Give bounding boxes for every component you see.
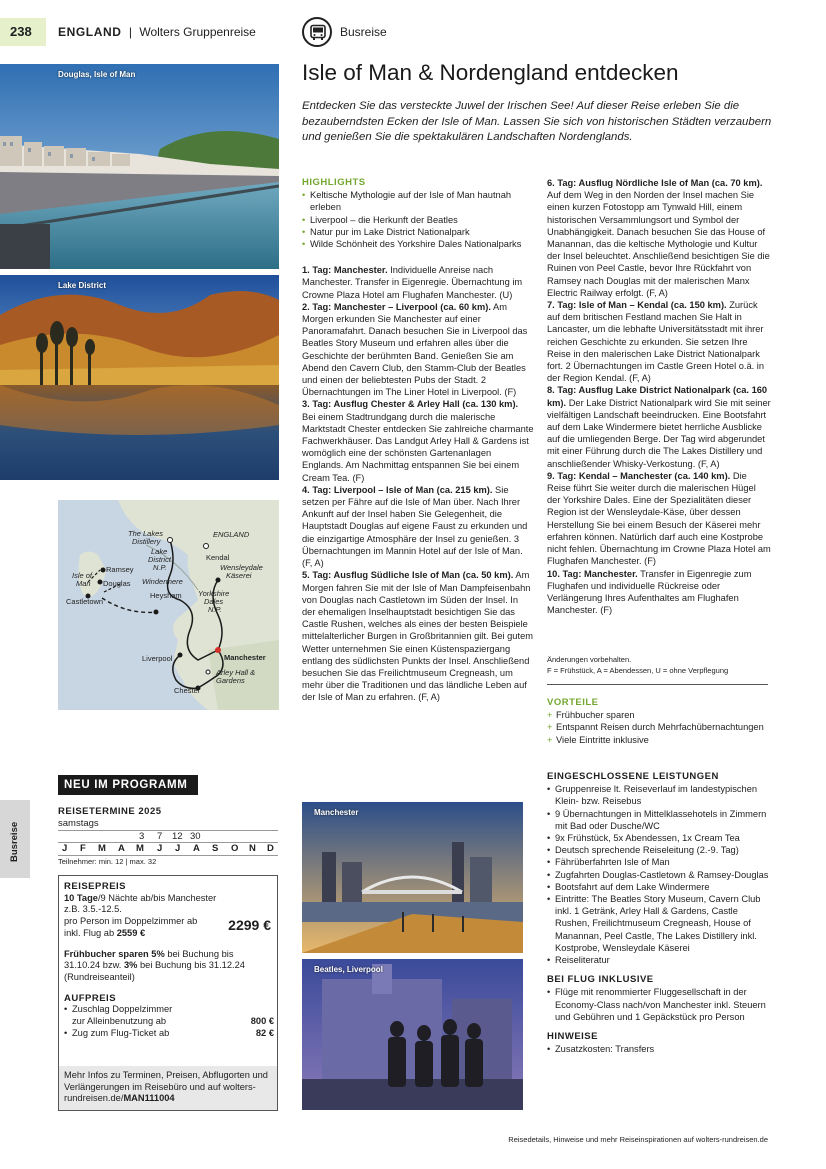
- photo-lake-district: [0, 275, 279, 480]
- svg-text:Manchester: Manchester: [224, 653, 266, 662]
- date-value: 30: [190, 831, 201, 842]
- day-2: 2. Tag: Manchester – Liverpool (ca. 60 km). Am Morgen erkunden Sie Manchester auf einer Panoramafahrt. Danach besuchen Sie in Liverpool das Beatles Story Museum und erfahren alles über die Geschichte der berühmten Band. Genießen Sie am Abend den Cavern Club, den Stamm-Club der Beatles und einen der beliebtesten Pubs der Stadt. 2 Übernachtungen im The Liner Hotel in Liverpool. (F): [302, 301, 528, 398]
- leistung-item: • 9 Übernachtungen in Mittelklassehotels in Zimmern mit Bad oder Dusche/WC: [547, 808, 771, 832]
- date-value: 7: [157, 831, 163, 842]
- route-map: [58, 500, 279, 710]
- highlight-item: • Natur pur im Lake District Nationalpark: [302, 226, 534, 238]
- vorteile-list: [547, 709, 771, 746]
- column-middle: [302, 177, 534, 704]
- calendar-rule-mid: [58, 842, 278, 843]
- svg-text:Heysham: Heysham: [150, 591, 182, 600]
- leistungen-list: [547, 783, 771, 966]
- leistungen-heading: EINGESCHLOSSENE LEISTUNGEN: [547, 771, 719, 782]
- side-tab-busreise: [0, 800, 30, 878]
- side-tab-label: Busreise: [9, 821, 20, 862]
- month-label: S: [212, 843, 219, 854]
- photo-label-lake-district: Lake District: [58, 281, 107, 290]
- svg-text:Chester: Chester: [174, 686, 201, 695]
- calendar-rule-bottom: [58, 855, 278, 856]
- day-3: 3. Tag: Ausflug Chester & Arley Hall (ca. 130 km). Bei einem Stadtrundgang durch die malerische Marktstadt Chester entdecken Sie zahlreiche charmante Fachwerkhäuser. Das Landgut Arley Hall & Gardens ist womöglich eine der schönsten Gartenanlagen Englands. Am Nachmittag entspannen Sie bei einem Cream Tea. (F): [302, 399, 534, 483]
- new-badge: NEU IM PROGRAMM: [58, 775, 198, 795]
- surcharge-row: • Zug zum Flug-Ticket ab 82 €: [64, 1027, 274, 1038]
- hinweise-heading: HINWEISE: [547, 1031, 598, 1043]
- month-label: F: [80, 843, 86, 854]
- participants: Teilnehmer: min. 12 | max. 32: [58, 857, 157, 866]
- highlights-list: [302, 189, 534, 250]
- svg-text:Distillery: Distillery: [132, 537, 161, 546]
- price-box: [58, 875, 278, 1111]
- hinweise-list: [547, 1043, 771, 1055]
- svg-text:Yorkshire: Yorkshire: [198, 589, 230, 598]
- price-heading: REISEPREIS: [64, 881, 127, 892]
- vorteile-section: [547, 697, 771, 746]
- highlights-heading: HIGHLIGHTS: [302, 177, 366, 188]
- surcharge-row: • Zuschlag Doppelzimmer zur Alleinbenutzung ab 800 €: [64, 1004, 274, 1027]
- leistung-item: • Eintritte: The Beatles Story Museum, Cavern Club inkl. 1 Getränk, Arley Hall & Gardens, Castle Rushen, Freilichtmuseum Cregneash, House of Manannan, Peel Castle, The Lakes Distillery inkl. Kostprobe, Wensleydale Käserei: [547, 893, 771, 954]
- price-per-person: pro Person im Doppelzimmer ab: [64, 916, 198, 927]
- early-bird-note: (Rundreiseanteil): [64, 971, 135, 982]
- page-header: [58, 25, 256, 39]
- svg-text:Castletown: Castletown: [66, 597, 104, 606]
- photo-label-manchester: Manchester: [314, 808, 359, 817]
- bus-icon: [302, 17, 332, 47]
- photo-douglas: [0, 64, 279, 269]
- month-label: M: [98, 843, 106, 854]
- header-series: Wolters Gruppenreise: [139, 25, 256, 39]
- day-6: 6. Tag: Ausflug Nördliche Isle of Man (ca. 70 km). Auf dem Weg in den Norden der Insel machen Sie einen kurzen Fotostopp am Tynwald Hill, einem historischen Versammlungsort und Symbol der Unabhängigkeit. Danach besuchen Sie das House of Manannan, das die keltische Mythologie und Kultur der Insel beleuchtet. Anschließend besichtigen Sie die Ruinen von Peel Castle, bevor Ihre Rückfahrt von Ramsey nach Douglas mit der malerischen Manx Electric Railway erfolgt. (F, A): [547, 178, 770, 298]
- notes: [547, 654, 771, 676]
- highlight-item: • Wilde Schönheit des Yorkshire Dales Nationalparks: [302, 238, 534, 250]
- svg-text:Arley Hall &: Arley Hall &: [216, 668, 256, 677]
- header-separator: |: [128, 25, 133, 39]
- termine-sub: samstags: [58, 818, 99, 829]
- photo-manchester: [302, 802, 523, 953]
- day-8: 8. Tag: Ausflug Lake District Nationalpark (ca. 160 km). Der Lake District Nationalpark wird Sie mit seiner vielfältigen Landschaft beeindrucken. Eine Bootsfahrt auf dem Lake Windermere bietet herrliche Ausblicke auf die umliegenden Berge. Der Tag wird abgerundet mit einer Führung durch die The Lakes Distillery und anschließender Whisky-Verkostung. (F, A): [547, 385, 771, 469]
- leistung-item: • Reiseliteratur: [547, 954, 771, 966]
- surcharge-heading: AUFPREIS: [64, 992, 117, 1004]
- day-1: 1. Tag: Manchester. Individuelle Anreise nach Manchester. Transfer in Eigenregie. Übernachtung im Crowne Plaza Hotel am Flughafen Manchester. (U): [302, 265, 523, 300]
- day-7: 7. Tag: Isle of Man – Kendal (ca. 150 km). Zurück auf dem britischen Festland machen Sie Halt in Lancaster, um die lebhafte Universitätsstadt mit ihrer reichen Geschichte zu erkunden. Sie setzen Ihre Reise in den malerischen Lake District Nationalpark fort. 2 Übernachtungen im Castle Green Hotel o.ä. in der Region Kendal. (F, A): [547, 300, 765, 384]
- month-label: J: [62, 843, 68, 854]
- column-right: [547, 177, 771, 616]
- more-info-text: Mehr Infos zu Terminen, Preisen, Abflugorten und Verlängerungen im Reisebüro und auf wolters-rundreisen.de/: [64, 1070, 268, 1104]
- divider: [547, 684, 768, 685]
- photo-label-douglas: Douglas, Isle of Man: [58, 70, 136, 79]
- svg-text:Dales: Dales: [204, 597, 224, 606]
- month-label: O: [231, 843, 239, 854]
- svg-text:Käserei: Käserei: [226, 571, 252, 580]
- early-bird-2: 31.10.24 bzw. 3% bei Buchung bis 31.12.24: [64, 960, 245, 971]
- svg-text:Douglas: Douglas: [103, 579, 131, 588]
- trip-code: MAN111004: [123, 1093, 175, 1104]
- flug-item: • Flüge mit renommierter Fluggesellschaft in der Economy-Class nach/von Manchester inkl. Steuern und Gebühren und 1 Gepäckstück pro Person: [547, 986, 771, 1023]
- svg-text:Man: Man: [76, 579, 91, 588]
- price-duration: 10 Tage/9 Nächte ab/bis Manchester: [64, 892, 217, 903]
- svg-text:N.P.: N.P.: [153, 563, 167, 572]
- header-region: ENGLAND: [58, 25, 122, 39]
- svg-text:N.P.: N.P.: [208, 605, 222, 614]
- notes-legend: F = Frühstück, A = Abendessen, U = ohne Verpflegung: [547, 666, 729, 675]
- month-label: M: [136, 843, 144, 854]
- price-amount: 2299 €: [228, 917, 271, 933]
- vorteile-heading: VORTEILE: [547, 697, 599, 708]
- svg-text:Gardens: Gardens: [216, 676, 245, 685]
- price-flight: inkl. Flug ab 2559 €: [64, 927, 146, 938]
- page-title: Isle of Man & Nordengland entdecken: [302, 60, 679, 85]
- month-label: N: [249, 843, 256, 854]
- vorteil-item: + Frühbucher sparen: [547, 709, 771, 721]
- leistung-item: • Gruppenreise lt. Reiseverlauf im landestypischen Klein- bzw. Reisebus: [547, 783, 771, 807]
- svg-text:The Lakes: The Lakes: [128, 529, 164, 538]
- leistung-item: • 9x Frühstück, 5x Abendessen, 1x Cream Tea: [547, 832, 771, 844]
- early-bird: Frühbucher sparen 5% bei Buchung bis: [64, 948, 234, 959]
- hinweis-item: • Zusatzkosten: Transfers: [547, 1043, 771, 1055]
- leistung-item: • Bootsfahrt auf dem Lake Windermere: [547, 881, 771, 893]
- date-value: 12: [172, 831, 183, 842]
- svg-text:Isle of: Isle of: [72, 571, 93, 580]
- travel-type: Busreise: [340, 25, 387, 39]
- svg-text:ENGLAND: ENGLAND: [213, 530, 250, 539]
- intro-text: Entdecken Sie das versteckte Juwel der Irischen See! Auf dieser Reise erleben Sie die bezauberndsten Ecken der Isle of Man. Lassen Sie sich von historischen Städten verzaubern und genießen Sie die spektakulären Landschaften Nordenglands.: [302, 100, 772, 143]
- svg-text:Windermere: Windermere: [142, 577, 183, 586]
- vorteil-item: + Entspannt Reisen durch Mehrfachübernachtungen: [547, 721, 771, 733]
- page-number: 238: [0, 18, 46, 46]
- highlight-item: • Liverpool – die Herkunft der Beatles: [302, 214, 534, 226]
- date-value: 3: [139, 831, 145, 842]
- price-example: z.B. 3.5.-12.5.: [64, 904, 122, 915]
- flug-list: [547, 986, 771, 1023]
- price-content: [64, 881, 274, 1039]
- leistung-item: • Fährüberfahrten Isle of Man: [547, 856, 771, 868]
- termine-heading: REISETERMINE 2025: [58, 806, 162, 817]
- calendar-rule-top: [58, 830, 278, 831]
- day-5: 5. Tag: Ausflug Südliche Isle of Man (ca. 50 km). Am Morgen fahren Sie mit der Isle of Man Dampfeisenbahn von Douglas nach Castletown im Süden der Insel. In der ehemaligen Inselhauptstadt besichtigen Sie das Castle Rushen, welches als eines der besten Beispiele mittelalterlicher Burgen in Großbritannien gilt. Bei gutem Wetter unternehmen Sie einen Küstenspaziergang entlang des südlichsten Punkts der Insel. Anschließend besuchen Sie das Freilichtmuseum Cregneash, um mehr über die Traditionen und das ländliche Leben auf der Isle of Man zu erfahren. (F, A): [302, 570, 533, 703]
- month-label: A: [118, 843, 125, 854]
- leistung-item: • Zugfahrten Douglas-Castletown & Ramsey-Douglas: [547, 869, 771, 881]
- month-label: A: [193, 843, 200, 854]
- notes-changes: Änderungen vorbehalten.: [547, 655, 632, 664]
- flug-heading: BEI FLUG INKLUSIVE: [547, 974, 654, 986]
- svg-text:Wensleydale: Wensleydale: [220, 563, 263, 572]
- svg-text:Ramsey: Ramsey: [106, 565, 134, 574]
- month-label: D: [267, 843, 274, 854]
- footer-note: Reisedetails, Hinweise und mehr Reiseinspirationen auf wolters-rundreisen.de: [508, 1135, 768, 1144]
- svg-text:District: District: [148, 555, 171, 564]
- svg-text:Kendal: Kendal: [206, 553, 230, 562]
- day-10: 10. Tag: Manchester. Transfer in Eigenregie zum Flughafen und individuelle Rückreise oder Verlängerung Ihres Aufenthaltes am Flughafen Manchester. (F): [547, 568, 752, 616]
- more-info-box: [59, 1066, 277, 1110]
- vorteil-item: + Viele Eintritte inklusive: [547, 734, 771, 746]
- photo-label-beatles: Beatles, Liverpool: [314, 965, 383, 974]
- photo-beatles: [302, 959, 523, 1110]
- month-label: J: [157, 843, 163, 854]
- svg-text:Liverpool: Liverpool: [142, 654, 173, 663]
- highlight-item: • Keltische Mythologie auf der Isle of Man hautnah erleben: [302, 189, 534, 213]
- month-label: J: [175, 843, 181, 854]
- leistungen-section: [547, 771, 771, 1055]
- leistung-item: • Deutsch sprechende Reiseleitung (2.-9. Tag): [547, 844, 771, 856]
- day-9: 9. Tag: Kendal – Manchester (ca. 140 km). Die Reise führt Sie weiter durch die malerischen Hügel der Yorkshire Dales. Eine der Spezialitäten dieser Region ist der Wensleydale-Käse, über dessen Herstellung Sie bei einem Besuch der Käserei mehr erfahren können. Natürlich darf auch eine Kostprobe nicht fehlen. Übernachtung im Crowne Plaza Hotel am Flughafen Manchester. (F): [547, 470, 771, 567]
- day-4: 4. Tag: Liverpool – Isle of Man (ca. 215 km). Sie setzen per Fähre auf die Isle of Man über. Nach Ihrer Ankunft auf der Insel haben Sie Gelegenheit, die Hauptstadt Douglas auf eigene Faust zu erkunden und die einzigartige Atmosphäre der Insel zu genießen. 3 Übernachtungen im Mannin Hotel auf der Isle of Man. (F, A): [302, 484, 528, 569]
- svg-text:Lake: Lake: [151, 547, 168, 556]
